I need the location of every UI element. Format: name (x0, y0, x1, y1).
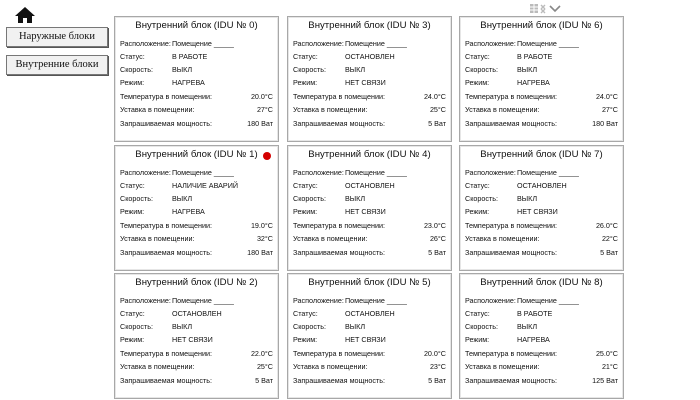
status-row (465, 51, 618, 62)
room-temp-label: Температура в помещении: (120, 349, 212, 358)
setpoint-value: 23°C (429, 362, 446, 371)
power-label: Запрашиваемая мощность: (293, 248, 386, 257)
outdoor-units-button[interactable]: Наружные блоки (6, 27, 108, 47)
power-row (120, 375, 273, 386)
setpoint-label: Уставка в помещении: (293, 234, 368, 243)
room-temp-label: Температура в помещении: (465, 349, 557, 358)
speed-row (465, 193, 618, 204)
status-row (120, 308, 273, 319)
power-label: Запрашиваемая мощность: (120, 376, 213, 385)
power-value: 5 Ват (255, 376, 273, 385)
speed-value: ВЫКЛ (345, 322, 366, 331)
speed-value: ВЫКЛ (172, 194, 193, 203)
mode-row (120, 77, 273, 88)
speed-row (293, 321, 446, 332)
speed-value: ВЫКЛ (172, 322, 193, 331)
indoor-unit-card-4[interactable] (287, 145, 452, 271)
power-row (293, 375, 446, 386)
mode-row (465, 77, 618, 88)
power-label: Запрашиваемая мощность: (465, 376, 558, 385)
room-temp-value: 26.0°C (595, 221, 618, 230)
location-value: Помещение _____ (517, 168, 579, 177)
power-row (120, 247, 273, 258)
location-value: Помещение _____ (517, 39, 579, 48)
location-value: Помещение _____ (345, 39, 407, 48)
location-row (293, 167, 446, 178)
speed-value: ВЫКЛ (345, 194, 366, 203)
speed-row (293, 193, 446, 204)
status-label: Статус: (120, 181, 145, 190)
room-temp-row (120, 91, 273, 102)
power-row (293, 247, 446, 258)
room-temp-row (293, 220, 446, 231)
setpoint-value: 26°C (429, 234, 446, 243)
status-label: Статус: (120, 309, 145, 318)
setpoint-label: Уставка в помещении: (465, 234, 540, 243)
mode-value: НЕТ СВЯЗИ (345, 78, 386, 87)
setpoint-label: Уставка в помещении: (293, 362, 368, 371)
setpoint-row (465, 104, 618, 115)
status-value: ОСТАНОВЛЕН (517, 181, 567, 190)
power-label: Запрашиваемая мощность: (120, 119, 213, 128)
power-label: Запрашиваемая мощность: (120, 248, 213, 257)
location-label: Расположение: (120, 39, 171, 48)
status-row (293, 51, 446, 62)
mode-label: Режим: (120, 78, 145, 87)
home-icon[interactable] (14, 6, 36, 24)
unit-title: Внутренний блок (IDU № 6) (480, 20, 603, 31)
indoor-unit-card-6[interactable] (114, 273, 279, 399)
grid-icon[interactable] (530, 4, 538, 13)
setpoint-label: Уставка в помещении: (293, 105, 368, 114)
mode-label: Режим: (465, 207, 490, 216)
power-label: Запрашиваемая мощность: (293, 376, 386, 385)
indoor-unit-card-3[interactable] (114, 145, 279, 271)
location-value: Помещение _____ (345, 296, 407, 305)
mode-label: Режим: (465, 78, 490, 87)
room-temp-label: Температура в помещении: (120, 92, 212, 101)
status-label: Статус: (465, 52, 490, 61)
power-row (465, 247, 618, 258)
power-row (120, 118, 273, 129)
setpoint-label: Уставка в помещении: (120, 105, 195, 114)
room-temp-row (120, 220, 273, 231)
power-value: 180 Ват (592, 119, 618, 128)
location-label: Расположение: (465, 39, 516, 48)
mode-row (293, 206, 446, 217)
status-value: В РАБОТЕ (172, 52, 208, 61)
room-temp-value: 20.0°C (250, 92, 273, 101)
status-label: Статус: (293, 52, 318, 61)
location-row (465, 167, 618, 178)
status-value: В РАБОТЕ (517, 309, 553, 318)
setpoint-value: 22°C (601, 234, 618, 243)
indoor-unit-card-7[interactable] (287, 273, 452, 399)
speed-label: Скорость: (120, 194, 154, 203)
indoor-unit-card-1[interactable] (287, 16, 452, 142)
room-temp-row (120, 348, 273, 359)
mode-row (293, 77, 446, 88)
speed-label: Скорость: (293, 65, 327, 74)
room-temp-row (465, 220, 618, 231)
status-value: В РАБОТЕ (517, 52, 553, 61)
status-row (465, 180, 618, 191)
room-temp-label: Температура в помещении: (293, 92, 385, 101)
room-temp-row (293, 91, 446, 102)
expand-icon[interactable] (541, 5, 545, 13)
mode-value: НЕТ СВЯЗИ (345, 335, 386, 344)
power-label: Запрашиваемая мощность: (465, 119, 558, 128)
location-value: Помещение _____ (517, 296, 579, 305)
mode-label: Режим: (293, 78, 318, 87)
location-value: Помещение _____ (172, 168, 234, 177)
indoor-unit-card-5[interactable] (459, 145, 624, 271)
setpoint-row (293, 361, 446, 372)
setpoint-label: Уставка в помещении: (120, 362, 195, 371)
speed-value: ВЫКЛ (517, 322, 538, 331)
room-temp-value: 22.0°C (250, 349, 273, 358)
location-row (120, 167, 273, 178)
speed-row (465, 321, 618, 332)
power-row (465, 375, 618, 386)
speed-row (120, 64, 273, 75)
room-temp-label: Температура в помещении: (465, 92, 557, 101)
power-label: Запрашиваемая мощность: (293, 119, 386, 128)
status-value: ОСТАНОВЛЕН (345, 181, 395, 190)
setpoint-label: Уставка в помещении: (465, 362, 540, 371)
status-row (120, 51, 273, 62)
mode-value: НАГРЕВА (517, 78, 550, 87)
setpoint-row (465, 361, 618, 372)
speed-row (120, 193, 273, 204)
power-row (465, 118, 618, 129)
mode-label: Режим: (465, 335, 490, 344)
mode-row (465, 206, 618, 217)
setpoint-row (293, 233, 446, 244)
setpoint-row (120, 233, 273, 244)
setpoint-value: 21°C (601, 362, 618, 371)
alarm-indicator-icon (263, 152, 271, 160)
setpoint-row (120, 104, 273, 115)
location-row (465, 295, 618, 306)
power-value: 5 Ват (428, 248, 446, 257)
setpoint-value: 32°C (256, 234, 273, 243)
speed-row (465, 64, 618, 75)
location-value: Помещение _____ (172, 296, 234, 305)
mode-label: Режим: (120, 207, 145, 216)
location-value: Помещение _____ (172, 39, 234, 48)
status-value: ОСТАНОВЛЕН (345, 309, 395, 318)
setpoint-label: Уставка в помещении: (465, 105, 540, 114)
mode-label: Режим: (120, 335, 145, 344)
status-label: Статус: (120, 52, 145, 61)
speed-label: Скорость: (465, 194, 499, 203)
room-temp-row (465, 348, 618, 359)
location-label: Расположение: (293, 296, 344, 305)
location-label: Расположение: (120, 168, 171, 177)
speed-row (120, 321, 273, 332)
speed-label: Скорость: (465, 322, 499, 331)
location-row (293, 38, 446, 49)
status-row (465, 308, 618, 319)
location-row (120, 295, 273, 306)
mode-value: НАГРЕВА (172, 207, 205, 216)
speed-label: Скорость: (120, 322, 154, 331)
room-temp-label: Температура в помещении: (465, 221, 557, 230)
mode-value: НЕТ СВЯЗИ (172, 335, 213, 344)
mode-row (293, 334, 446, 345)
power-value: 180 Ват (247, 248, 273, 257)
mode-row (120, 206, 273, 217)
power-label: Запрашиваемая мощность: (465, 248, 558, 257)
unit-title: Внутренний блок (IDU № 5) (308, 277, 431, 288)
setpoint-label: Уставка в помещении: (120, 234, 195, 243)
room-temp-value: 23.0°C (423, 221, 446, 230)
location-label: Расположение: (465, 168, 516, 177)
chevron-down-icon[interactable] (550, 6, 560, 11)
room-temp-label: Температура в помещении: (293, 221, 385, 230)
setpoint-value: 27°C (256, 105, 273, 114)
toolbar (530, 1, 564, 11)
power-value: 5 Ват (428, 376, 446, 385)
mode-row (120, 334, 273, 345)
status-label: Статус: (465, 181, 490, 190)
location-row (293, 295, 446, 306)
setpoint-row (465, 233, 618, 244)
speed-label: Скорость: (120, 65, 154, 74)
location-value: Помещение _____ (345, 168, 407, 177)
power-value: 180 Ват (247, 119, 273, 128)
mode-value: НЕТ СВЯЗИ (345, 207, 386, 216)
unit-title: Внутренний блок (IDU № 1) (135, 149, 258, 160)
setpoint-row (120, 361, 273, 372)
location-row (465, 38, 618, 49)
indoor-unit-card-0[interactable] (114, 16, 279, 142)
speed-value: ВЫКЛ (517, 65, 538, 74)
power-row (293, 118, 446, 129)
room-temp-value: 20.0°C (423, 349, 446, 358)
status-label: Статус: (293, 181, 318, 190)
location-row (120, 38, 273, 49)
unit-title: Внутренний блок (IDU № 3) (308, 20, 431, 31)
setpoint-value: 25°C (429, 105, 446, 114)
status-value: ОСТАНОВЛЕН (172, 309, 222, 318)
power-value: 5 Ват (428, 119, 446, 128)
location-label: Расположение: (293, 168, 344, 177)
speed-label: Скорость: (465, 65, 499, 74)
power-value: 125 Ват (592, 376, 618, 385)
speed-label: Скорость: (293, 194, 327, 203)
room-temp-value: 24.0°C (423, 92, 446, 101)
setpoint-value: 27°C (601, 105, 618, 114)
status-label: Статус: (293, 309, 318, 318)
mode-value: НАГРЕВА (172, 78, 205, 87)
room-temp-value: 24.0°C (595, 92, 618, 101)
status-value: НАЛИЧИЕ АВАРИЙ (172, 181, 239, 190)
mode-value: НЕТ СВЯЗИ (517, 207, 558, 216)
status-row (120, 180, 273, 191)
indoor-unit-card-8[interactable] (459, 273, 624, 399)
room-temp-row (465, 91, 618, 102)
speed-value: ВЫКЛ (345, 65, 366, 74)
unit-title: Внутренний блок (IDU № 2) (135, 277, 258, 288)
room-temp-label: Температура в помещении: (293, 349, 385, 358)
unit-title: Внутренний блок (IDU № 8) (480, 277, 603, 288)
status-value: ОСТАНОВЛЕН (345, 52, 395, 61)
unit-title: Внутренний блок (IDU № 4) (308, 149, 431, 160)
room-temp-label: Температура в помещении: (120, 221, 212, 230)
speed-value: ВЫКЛ (172, 65, 193, 74)
unit-title: Внутренний блок (IDU № 0) (135, 20, 258, 31)
speed-value: ВЫКЛ (517, 194, 538, 203)
speed-row (293, 64, 446, 75)
room-temp-value: 19.0°C (250, 221, 273, 230)
setpoint-value: 25°C (256, 362, 273, 371)
power-value: 5 Ват (600, 248, 618, 257)
status-row (293, 308, 446, 319)
indoor-unit-card-2[interactable] (459, 16, 624, 142)
location-label: Расположение: (120, 296, 171, 305)
mode-row (465, 334, 618, 345)
room-temp-row (293, 348, 446, 359)
mode-label: Режим: (293, 207, 318, 216)
status-label: Статус: (465, 309, 490, 318)
mode-label: Режим: (293, 335, 318, 344)
indoor-units-button[interactable]: Внутренние блоки (6, 55, 108, 75)
location-label: Расположение: (465, 296, 516, 305)
unit-title: Внутренний блок (IDU № 7) (480, 149, 603, 160)
setpoint-row (293, 104, 446, 115)
location-label: Расположение: (293, 39, 344, 48)
room-temp-value: 25.0°C (595, 349, 618, 358)
status-row (293, 180, 446, 191)
speed-label: Скорость: (293, 322, 327, 331)
mode-value: НАГРЕВА (517, 335, 550, 344)
